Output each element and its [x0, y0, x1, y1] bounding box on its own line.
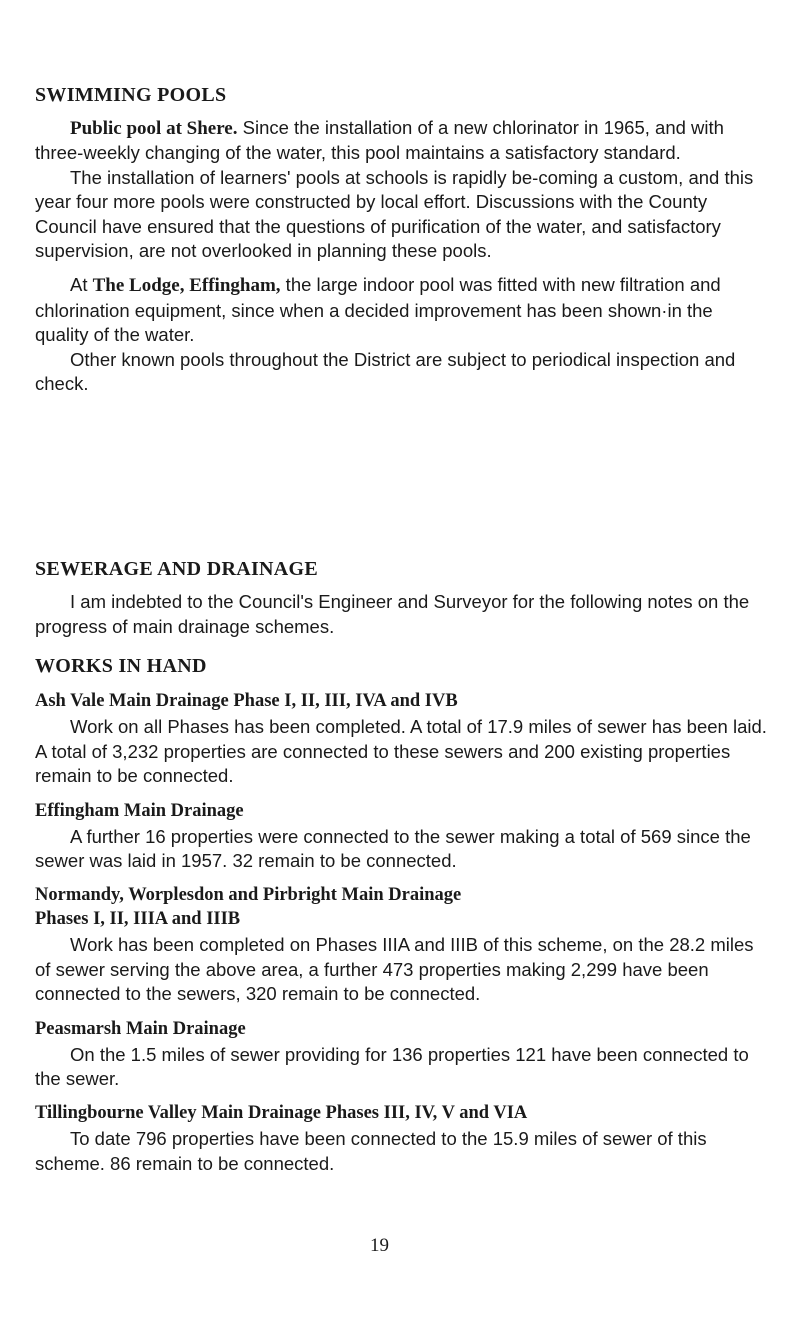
peasmarsh-text: On the 1.5 miles of sewer providing for 136 properties 121 have been connected to the sewer. [35, 1043, 749, 1089]
ash-vale-title: Ash Vale Main Drainage Phase I, II, III, IVA and IVB [35, 691, 458, 712]
document-page [35, 82, 770, 1176]
lodge-paragraph [35, 273, 770, 347]
lodge-pre: At [70, 274, 93, 296]
tillingbourne-text: To date 796 properties have been connected to the 15.9 miles of sewer of this scheme. 86 remain to be connected. [35, 1128, 707, 1174]
shere-text: Since the installation of a new chlorinator in 1965, and with three-weekly changing of the water, this pool maintains a satisfactory standard. [35, 117, 724, 164]
learners-pools-paragraph: The installation of learners' pools at schools is rapidly be-coming a custom, and this year four more pools were constructed by local effort. Discussions with the County Council have ensured that the questions of purification of the water, and satisfactory supervision, are not overlooked in planning these pools. [35, 166, 754, 262]
peasmarsh-title: Peasmarsh Main Drainage [35, 1018, 246, 1039]
works-in-hand-heading: WORKS IN HAND [35, 655, 207, 678]
sewerage-heading: SEWERAGE AND DRAINAGE [35, 558, 319, 581]
normandy-text: Work has been completed on Phases IIIA and IIIB of this scheme, on the 28.2 miles of sewer serving the above area, a further 473 properties making 2,299 have been connected to the sewers, 320 remain to be connected. [35, 934, 754, 1005]
normandy-phases-title: Phases I, II, IIIA and IIIB [35, 909, 241, 930]
lodge-bold: The Lodge, Effingham, [92, 275, 281, 297]
swimming-pools-heading: SWIMMING POOLS [35, 84, 227, 106]
sewerage-intro: I am indebted to the Council's Engineer and Surveyor for the following notes on the progress of main drainage schemes. [35, 591, 750, 637]
page-number: 19 [370, 1235, 389, 1256]
shere-bold-lead: Public pool at Shere. [70, 118, 238, 139]
other-pools-paragraph: Other known pools throughout the District are subject to periodical inspection and check. [35, 348, 736, 395]
shere-paragraph [35, 116, 770, 166]
effingham-title: Effingham Main Drainage [35, 800, 244, 821]
tillingbourne-title: Tillingbourne Valley Main Drainage Phases III, IV, V and VIA [35, 1103, 528, 1124]
lodge-text: the large indoor pool was fitted with new filtration and chlorination equipment, since when a decided improvement has been shown·in the quality of the water. [35, 274, 721, 346]
normandy-title: Normandy, Worplesdon and Pirbright Main Drainage [35, 885, 462, 906]
effingham-text: A further 16 properties were connected to the sewer making a total of 569 since the sewer was laid in 1957. 32 remain to be connected. [35, 825, 751, 871]
ash-vale-text: Work on all Phases has been completed. A total of 17.9 miles of sewer has been laid. A total of 3,232 properties are connected to these sewers and 200 existing properties remain to be connected. [35, 716, 767, 787]
